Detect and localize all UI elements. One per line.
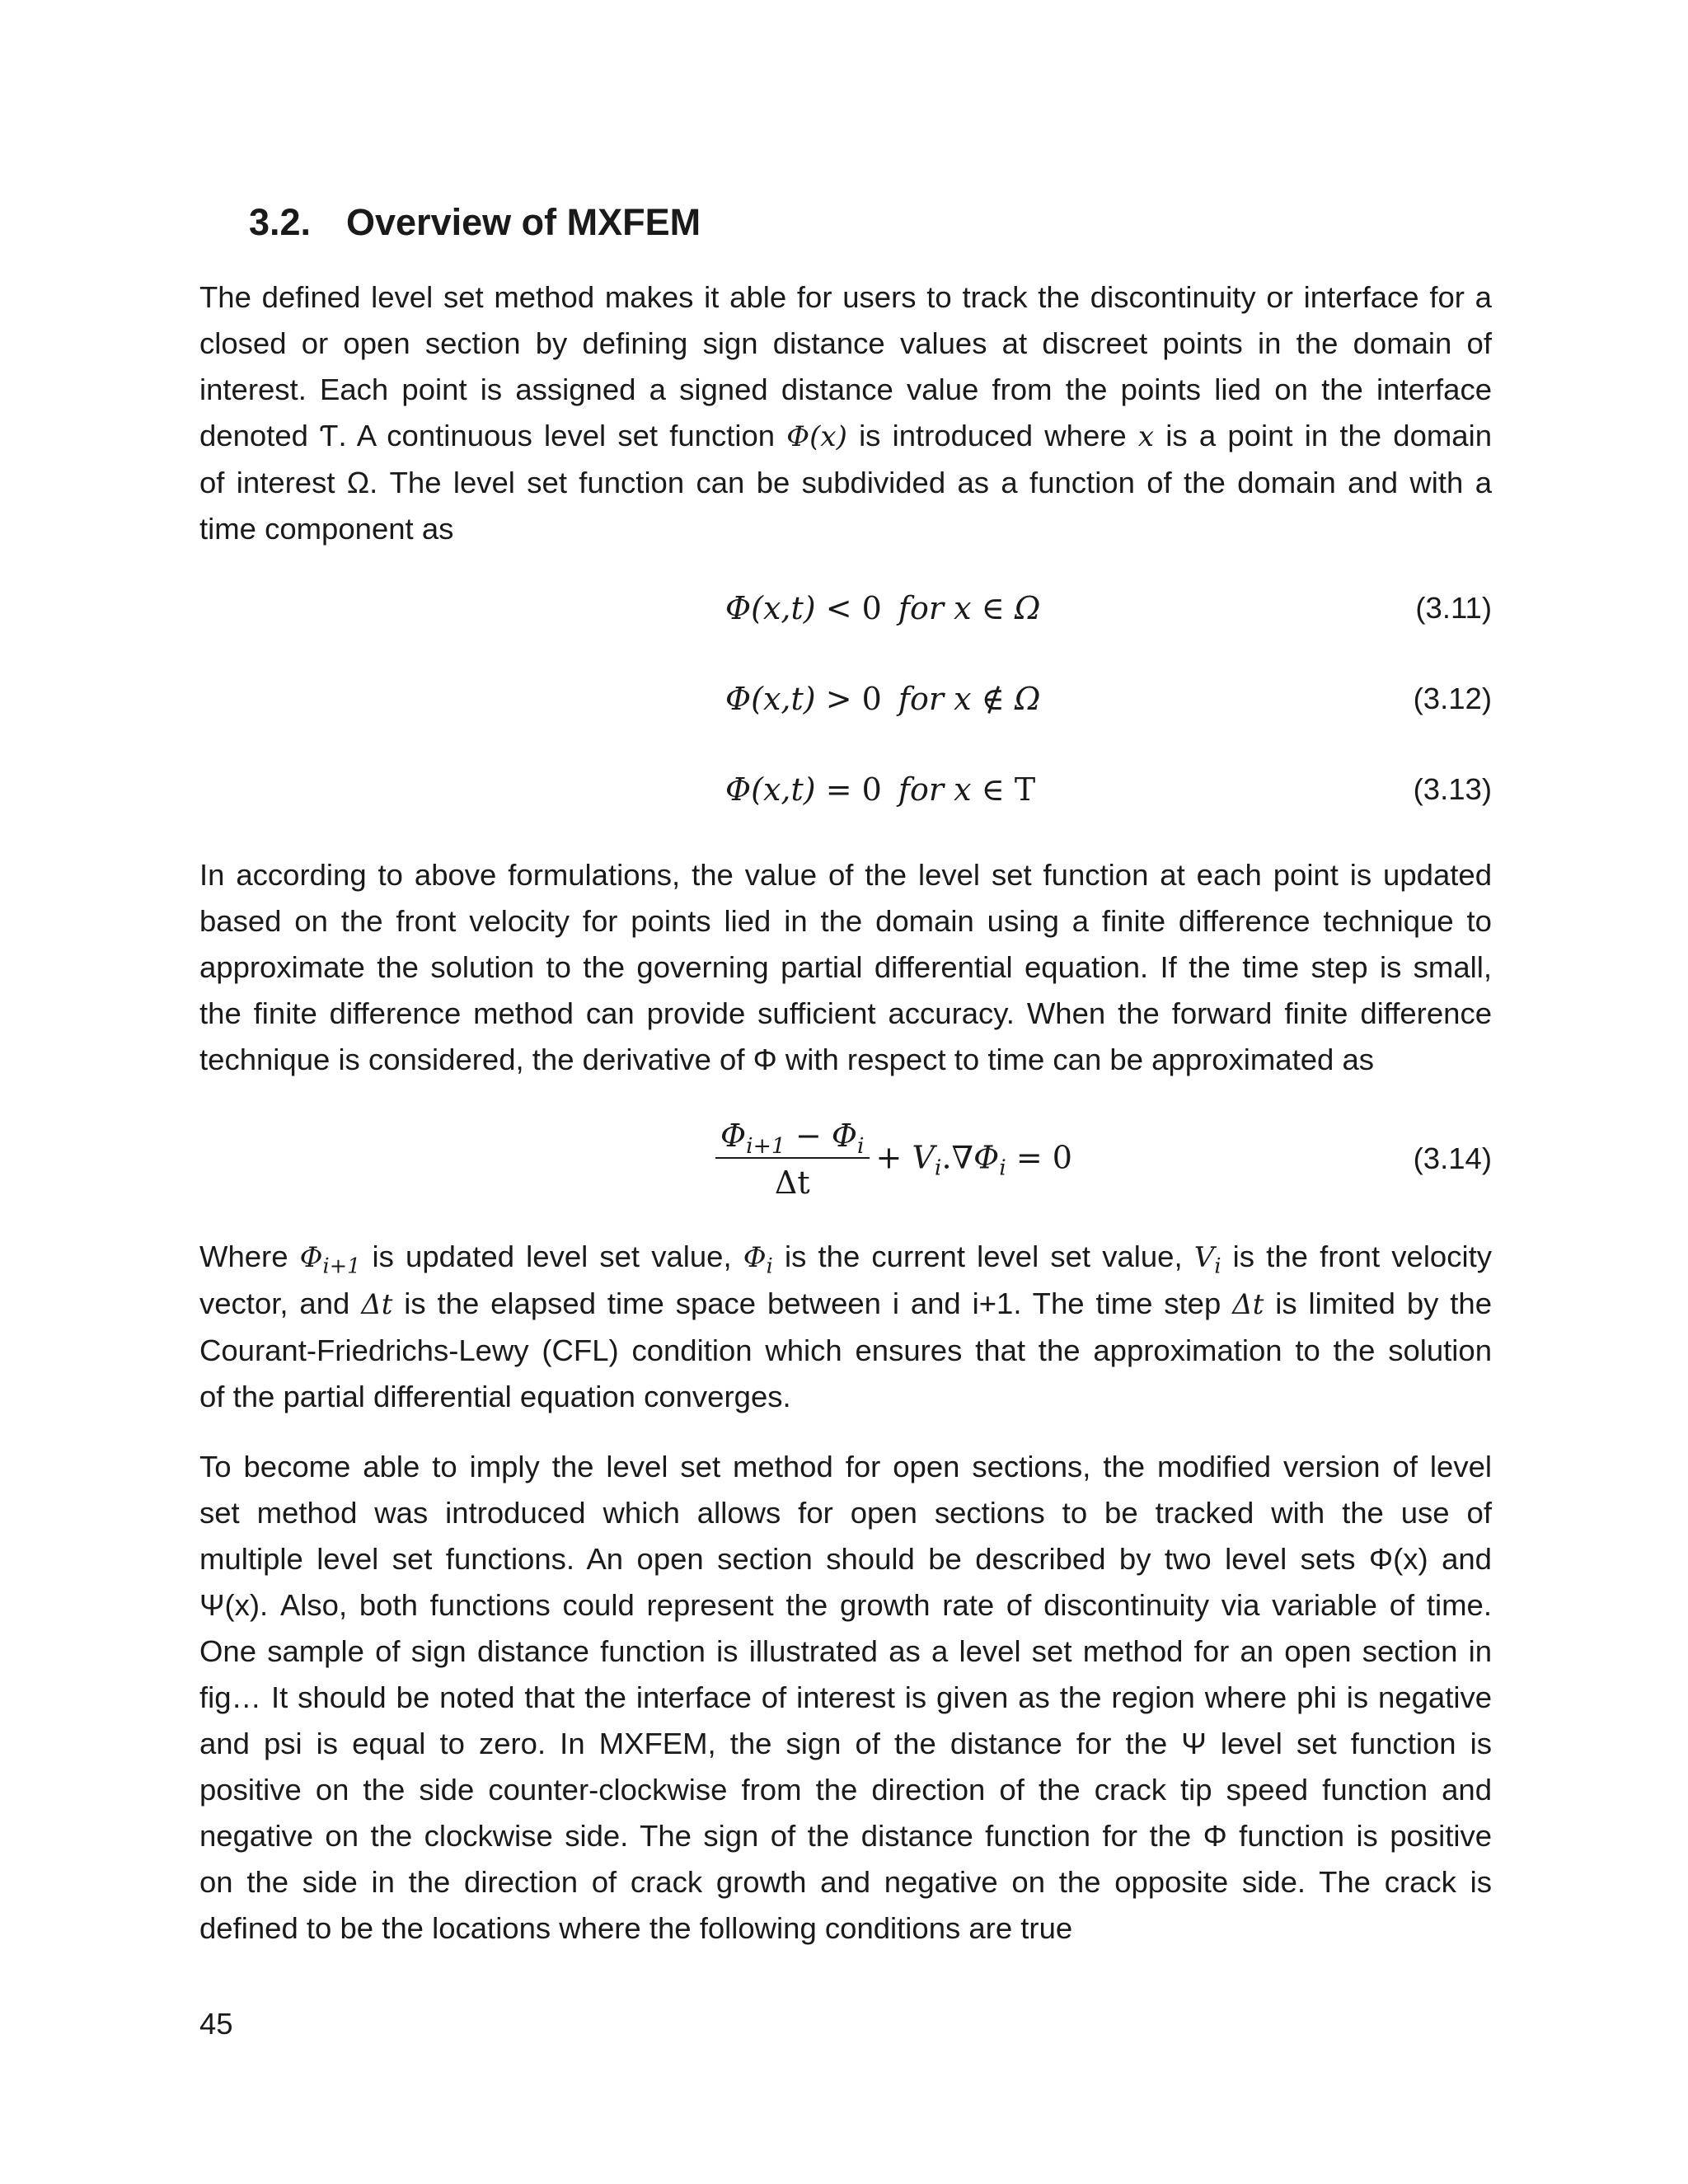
- paragraph-4-line: and psi is equal to zero. In MXFEM, the sign of the distance for the Ψ level set function is: [199, 1727, 1492, 1760]
- x-variable-inline: x: [1137, 420, 1155, 453]
- paragraph-1-line: closed or open section by defining sign distance values at discreet points in the domain of: [199, 326, 1492, 360]
- paragraph-4-line: on the side in the direction of crack growth and negative on the opposite side. The crack is: [199, 1865, 1492, 1899]
- paragraph-3-line: of the partial differential equation converges.: [199, 1380, 791, 1413]
- equation-3-14: $\frac{\Phi_{i+1} - \Phi_i}{\Delta t}$ + $V_i.\nabla\Phi_i = 0$: [715, 1114, 1072, 1207]
- paragraph-4-line: fig… It should be noted that the interface of interest is given as the region where phi is negative: [199, 1680, 1492, 1714]
- paragraph-1-line: The defined level set method makes it able for users to track the discontinuity or interface for a: [199, 280, 1492, 314]
- fraction: [715, 1114, 870, 1207]
- paragraph-2-line: In according to above formulations, the value of the level set function at each point is updated: [199, 858, 1492, 892]
- equation-number-3-14: (3.14): [1413, 1141, 1492, 1175]
- paragraph-4-line: set method was introduced which allows for open sections to be tracked with the use of: [199, 1496, 1492, 1530]
- equation-number-3-13: (3.13): [1413, 772, 1492, 806]
- paragraph-4-line: negative on the clockwise side. The sign of the distance function for the Φ function is positive: [199, 1819, 1492, 1853]
- paragraph-4-line: Ψ(x). Also, both functions could represent the growth rate of discontinuity via variable of time.: [199, 1588, 1492, 1622]
- paragraph-2-line: based on the front velocity for points lied in the domain using a finite difference technique to: [199, 904, 1492, 938]
- equation-number-3-12: (3.12): [1413, 682, 1492, 715]
- section-title: Overview of MXFEM: [346, 201, 701, 243]
- paragraph-4-line: multiple level set functions. An open section should be described by two level sets Φ(x) and: [199, 1542, 1492, 1576]
- paragraph-3-line: vector, and Δt is the elapsed time space between i and i+1. The time step Δt is limited by the: [199, 1286, 1493, 1321]
- fraction-denominator: Δt: [774, 1165, 810, 1201]
- equation-3-11: Φ(x,t) < 0 for x ∈ Ω: [725, 590, 1041, 626]
- paragraph-2: [199, 852, 1492, 1083]
- paragraph-2-line: the finite difference method can provide sufficient accuracy. When the forward finite difference: [199, 996, 1492, 1030]
- fraction-numerator: $\Phi_{i+1} - \Phi_i$: [715, 1114, 870, 1159]
- paragraph-1: [199, 274, 1492, 552]
- paragraph-3: [199, 1234, 1492, 1420]
- paragraph-2-line: technique is considered, the derivative of Φ with respect to time can be approximated as: [199, 1043, 1374, 1076]
- paragraph-1-line: interest. Each point is assigned a signed distance value from the points lied on the interface: [199, 373, 1492, 406]
- section-number: 3.2.: [249, 201, 312, 243]
- equation-3-12: Φ(x,t) > 0 for x ∉ Ω: [725, 681, 1041, 717]
- page-number: 45: [199, 2007, 233, 2041]
- section-heading: [249, 198, 701, 247]
- equation-number-3-11: (3.11): [1415, 591, 1492, 625]
- paragraph-3-line: Courant-Friedrichs-Lewy (CFL) condition which ensures that the approximation to the solution: [199, 1333, 1492, 1367]
- paragraph-4: [199, 1444, 1492, 1952]
- phi-x-inline: Φ(x): [786, 420, 847, 453]
- paragraph-4-line: To become able to imply the level set method for open sections, the modified version of level: [199, 1450, 1492, 1483]
- paragraph-4-line: One sample of sign distance function is illustrated as a level set method for an open section in: [199, 1634, 1492, 1668]
- paragraph-4-line: positive on the side counter-clockwise from the direction of the crack tip speed function and: [199, 1773, 1492, 1807]
- paragraph-1-line: time component as: [199, 512, 454, 546]
- equation-3-13: Φ(x,t) = 0 for x ∈ Τ: [725, 771, 1036, 808]
- paragraph-3-line: Where $\Phi_{i+1}$ is updated level set value, $\Phi_i$ is the current level set value, $V_i$ is the front velocity: [199, 1240, 1492, 1279]
- paragraph-2-line: approximate the solution to the governing partial differential equation. If the time step is small,: [199, 950, 1492, 984]
- paragraph-4-line: defined to be the locations where the following conditions are true: [199, 1911, 1073, 1945]
- paragraph-1-line: of interest Ω. The level set function can be subdivided as a function of the domain and with a: [199, 466, 1492, 499]
- paragraph-1-line: denoted Ƭ. A continuous level set function Φ(x) is introduced where x is a point in the domain: [199, 419, 1492, 453]
